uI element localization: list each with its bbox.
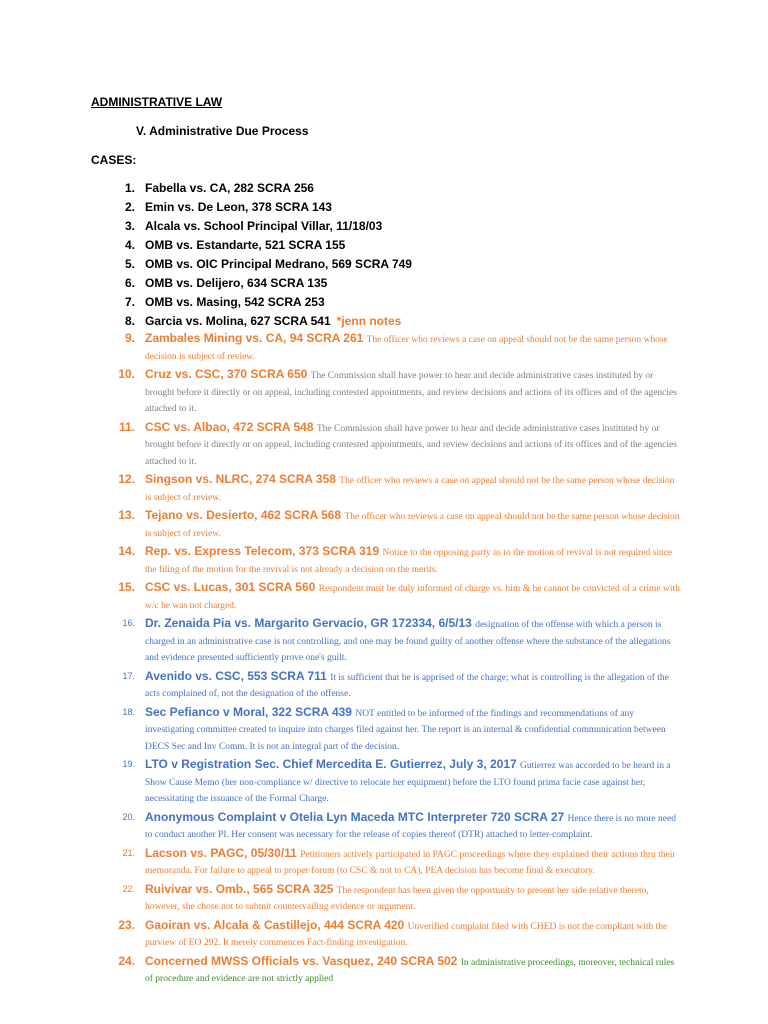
list-item (0, 295, 768, 309)
list-item (0, 669, 768, 702)
case-title: Ruivivar vs. Omb., 565 SCRA 325 (145, 881, 334, 896)
case-note: NOT entitled to be informed of the findings and recommendations of any investigating committee created to inquire into charges filed against her. The report is an internal & confidential communication between DECS Sec and Inv Comm. It is not an integral part of the decision. (145, 708, 666, 752)
list-item (0, 257, 768, 271)
item-number: 8. (124, 314, 135, 328)
case-title: LTO v Registration Sec. Chief Mercedita E. Gutierrez, July 3, 2017 (145, 757, 517, 771)
annotation: *jenn notes (336, 314, 402, 328)
case-title: Rep. vs. Express Telecom, 373 SCRA 319 (145, 544, 380, 558)
case-title: OMB vs. OIC Principal Medrano, 569 SCRA 749 (145, 257, 412, 271)
case-note: The Commission shall have power to hear and decide administrative cases instituted by or brought before it directly or on appeal, including contested appointments, and review decisions and actions of its offices and of the agencies attached to it. (145, 423, 677, 467)
item-number: 15. (118, 580, 135, 594)
item-number: 4. (124, 238, 135, 252)
item-number: 24. (118, 953, 135, 968)
case-title: Lacson vs. PAGC, 05/30/11 (145, 845, 297, 860)
case-note: The officer who reviews a case on appeal should not be the same person whose decision is subject of review. (145, 476, 675, 503)
case-title: OMB vs. Estandarte, 521 SCRA 155 (145, 238, 346, 252)
item-number: 7. (124, 295, 135, 309)
case-title: OMB vs. Masing, 542 SCRA 253 (145, 295, 325, 309)
list-item (0, 757, 768, 807)
case-note: Respondent must be duly informed of charge vs. him & he cannot be convicted of a crime with w/c he was not charged. (145, 584, 680, 611)
case-title: Sec Pefianco v Moral, 322 SCRA 439 (145, 704, 352, 719)
item-number: 10. (118, 367, 135, 381)
case-note: Hence there is no more need to conduct another PI. Her consent was necessary for the release of copies thereof (DTR) attached to letter-complaint. (145, 813, 676, 840)
case-title: Gaoiran vs. Alcala & Castillejo, 444 SCRA 420 (145, 917, 405, 932)
list-item (0, 954, 768, 987)
case-note: Petitioners actively participated in PAGC proceedings where they explained their actions thru their memoranda. For failure to appeal to proper forum (to CSC & not to CA), PEA decision has become final & executory. (145, 849, 676, 876)
list-item (0, 367, 768, 417)
item-number: 1. (124, 181, 135, 195)
case-list (0, 181, 768, 990)
list-item (0, 472, 768, 505)
section-heading: V. Administrative Due Process (136, 124, 309, 138)
list-item (0, 508, 768, 541)
list-item (0, 846, 768, 879)
item-number: 2. (124, 200, 135, 214)
case-note: Notice to the opposing party as to the motion of revival is not required since the filing of the motion for the revival is not already a decision on the merits. (145, 548, 673, 575)
item-number: 12. (118, 472, 135, 486)
case-title: Cruz vs. CSC, 370 SCRA 650 (145, 367, 308, 381)
case-title: Garcia vs. Molina, 627 SCRA 541 (145, 314, 331, 328)
item-number: 13. (118, 508, 135, 522)
list-item (0, 705, 768, 755)
list-item (0, 314, 768, 328)
item-number: 19. (122, 759, 135, 769)
item-number: 6. (124, 276, 135, 290)
list-item (0, 420, 768, 470)
item-number: 21. (122, 847, 135, 858)
case-note: Unverified complaint filed with CHED is not the compliant with the purview of EO 292. It merely commences Fact-finding investigation. (145, 921, 668, 948)
case-note: In administrative proceedings, moreover, technical rules of procedure and evidence are not strictly applied (145, 957, 675, 984)
item-number: 9. (124, 331, 135, 345)
item-number: 3. (124, 219, 135, 233)
case-note: It is sufficient that he is apprised of the charge; what is controlling is the allegation of the acts complained of, not the designation of the offense. (145, 672, 669, 699)
case-title: CSC vs. Albao, 472 SCRA 548 (145, 419, 314, 434)
case-title: Dr. Zenaida Pia vs. Margarito Gervacio, GR 172334, 6/5/13 (145, 616, 472, 630)
case-note: The respondent has been given the opportunity to present her side relative thereto, however, she chose not to submit countervailing evidence or argument. (145, 885, 649, 912)
item-number: 11. (118, 419, 135, 434)
case-title: Emin vs. De Leon, 378 SCRA 143 (145, 200, 332, 214)
case-note: The officer who reviews a case on appeal should not be the same person whose decision is subject of review. (145, 512, 680, 539)
list-item (0, 810, 768, 843)
case-title: Alcala vs. School Principal Villar, 11/18/03 (145, 219, 383, 233)
list-item (0, 331, 768, 364)
list-item (0, 544, 768, 577)
list-item (0, 276, 768, 290)
case-title: CSC vs. Lucas, 301 SCRA 560 (145, 580, 316, 594)
cases-label: CASES: (91, 153, 137, 167)
case-title: Avenido vs. CSC, 553 SCRA 711 (145, 668, 327, 683)
list-item (0, 238, 768, 252)
list-item (0, 200, 768, 214)
list-item (0, 918, 768, 951)
item-number: 16. (122, 618, 135, 628)
item-number: 20. (122, 811, 135, 822)
list-item (0, 616, 768, 666)
case-title: OMB vs. Delijero, 634 SCRA 135 (145, 276, 328, 290)
case-note: The Commission shall have power to hear and decide administrative cases instituted by or brought before it directly or on appeal, including contested appointments, and review decisions and actions of its offices and of the agencies attached to it. (145, 371, 677, 414)
item-number: 23. (118, 917, 135, 932)
item-number: 17. (122, 670, 135, 681)
case-title: Anonymous Complaint v Otelia Lyn Maceda MTC Interpreter 720 SCRA 27 (145, 809, 565, 824)
list-item (0, 181, 768, 195)
case-title: Zambales Mining vs. CA, 94 SCRA 261 (145, 331, 364, 345)
case-title: Concerned MWSS Officials vs. Vasquez, 240 SCRA 502 (145, 953, 458, 968)
case-note: Gutierrez was accorded to be heard in a Show Cause Memo (her non-compliance w/ directive to relocate her equipment) before the LTO found prima facie case against her, necessitating the issuance of the Formal Charge. (145, 761, 671, 804)
case-note: The officer who reviews a case on appeal should not be the same person whose decision is subject of review. (145, 335, 668, 362)
case-title: Fabella vs. CA, 282 SCRA 256 (145, 181, 314, 195)
case-title: Singson vs. NLRC, 274 SCRA 358 (145, 472, 336, 486)
list-item (0, 580, 768, 613)
item-number: 18. (122, 706, 135, 717)
document-title: ADMINISTRATIVE LAW (91, 95, 223, 109)
list-item (0, 219, 768, 233)
item-number: 22. (122, 883, 135, 894)
item-number: 5. (124, 257, 135, 271)
case-note: designation of the offense with which a person is charged in an administrative case is not controlling, and one may be found guilty of another offense where the substance of the allegations and evidence presented sufficiently prove one's guilt. (145, 620, 671, 663)
list-item (0, 882, 768, 915)
case-title: Tejano vs. Desierto, 462 SCRA 568 (145, 508, 342, 522)
item-number: 14. (118, 544, 135, 558)
